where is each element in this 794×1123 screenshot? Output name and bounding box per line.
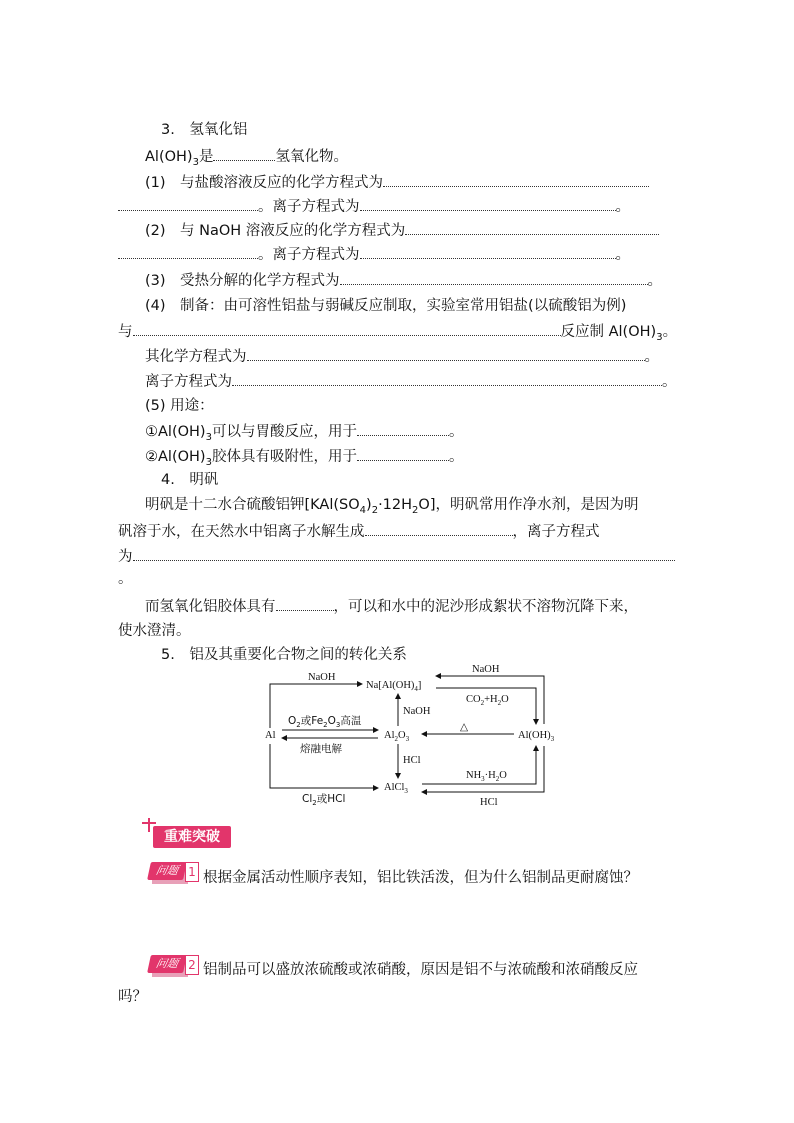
label-heat: △ (460, 722, 469, 733)
ion-equation-line: 离子方程式为 。 (145, 371, 677, 392)
arrow-aloh3-to-alcl3 (422, 746, 544, 792)
aloh3-intro: $Al(OH)_3$是 氢氧化物。 (145, 146, 348, 173)
blank-field[interactable] (357, 421, 449, 436)
blank-field[interactable] (340, 270, 648, 285)
chem-equation-line: 其化学方程式为 。 (145, 346, 659, 367)
question-badge-label: 问题 (147, 955, 187, 973)
blank-field[interactable] (360, 196, 616, 211)
item-4-line-1: (4) 制备：由可溶性铝盐与弱碱反应制取，实验室常用铝盐(以硫酸铝为例) (145, 298, 627, 314)
use-2-line: $②Al(OH)_3$胶体具有吸附性，用于 。 (145, 446, 463, 473)
alum-line-5: 而氢氧化铝胶体具有 ，可以和水中的泥沙形成絮状不溶物沉降下来， (145, 596, 638, 617)
label-hcl-mid: HCl (403, 755, 421, 766)
question-number: 1 (185, 862, 199, 882)
label-cl2-hcl: $Cl_2$或HCl (302, 793, 346, 807)
alum-line-2: 矾溶于水，在天然水中铝离子水解生成 ，离子方程式 (118, 521, 600, 542)
badge-decoration (142, 822, 156, 824)
blank-field[interactable] (360, 244, 616, 259)
badge-decoration (148, 818, 150, 832)
label-naoh-top: NaOH (308, 672, 336, 683)
section-4-title: 4. 明矾 (161, 472, 219, 488)
blank-field[interactable] (276, 596, 334, 611)
question-1-text: 根据金属活动性顺序表知，铝比铁活泼，但为什么铝制品更耐腐蚀？ (203, 870, 638, 886)
label-naoh-right: NaOH (472, 664, 500, 675)
label-co2-h2o: $CO_2+H_2O$ (466, 694, 509, 707)
item-1-line-2: 。离子方程式为 。 (118, 196, 630, 217)
node-aloh3: $Al(OH)_3$ (518, 730, 555, 743)
label-o2-fe2o3: $O_2$或$Fe_2O_3$高温 (288, 715, 362, 729)
label-nh3-h2o: $NH_3\cdot H_2O$ (466, 770, 507, 783)
item-1-line-1: (1) 与盐酸溶液反应的化学方程式为 (145, 172, 649, 193)
blank-field[interactable] (365, 521, 513, 536)
question-2-text: 铝制品可以盛放浓硫酸或浓硝酸，原因是铝不与浓硫酸和浓硝酸反应 (203, 962, 638, 978)
blank-field[interactable] (383, 172, 649, 187)
use-1-line: $①Al(OH)_3$可以与胃酸反应，用于 。 (145, 421, 463, 448)
item-4-line-2: 与 反应制 $Al(OH)_3$。 (118, 321, 677, 348)
node-alcl3: AlCl$_3$ (384, 782, 408, 795)
alum-line-3: 为 (118, 546, 675, 567)
section-3-title: 3. 氢氧化铝 (161, 122, 248, 138)
alum-line-4: 。 (118, 571, 133, 587)
blank-field[interactable] (118, 196, 258, 211)
blank-field[interactable] (405, 220, 659, 235)
blank-field[interactable] (247, 346, 645, 361)
item-5-title: (5) 用途： (145, 398, 214, 414)
blank-field[interactable] (133, 321, 561, 336)
blank-field[interactable] (118, 244, 258, 259)
section-5-title: 5. 铝及其重要化合物之间的转化关系 (161, 647, 407, 663)
node-al2o3: $Al_2O_3$ (384, 730, 410, 743)
blank-field[interactable] (357, 446, 449, 461)
blank-field[interactable] (213, 146, 275, 161)
alum-line-1: 明矾是十二水合硫酸铝钾$[KAl(SO_4)_2\cdot 12H_2O]$，明矾常用作净水剂，是因为明 (145, 497, 639, 516)
label-melt-electrolysis: 熔融电解 (300, 743, 342, 755)
item-2-line-1: (2) 与 NaOH 溶液反应的化学方程式为 (145, 220, 659, 241)
conversion-diagram (262, 662, 562, 812)
node-al: Al (265, 730, 276, 741)
alum-line-6: 使水澄清。 (118, 623, 191, 639)
node-na-complex: $Na[Al(OH)_4]$ (366, 680, 422, 693)
breakthrough-badge: 重难突破 (153, 826, 231, 848)
item-2-line-2: 。离子方程式为 。 (118, 244, 630, 265)
blank-field[interactable] (133, 546, 675, 561)
question-number: 2 (185, 955, 199, 975)
blank-field[interactable] (232, 371, 662, 386)
question-2-text-cont: 吗？ (118, 989, 147, 1005)
label-hcl-bottom: HCl (480, 797, 498, 808)
label-naoh-mid: NaOH (403, 706, 431, 717)
question-badge-label: 问题 (147, 862, 187, 880)
item-3-line: (3) 受热分解的化学方程式为 。 (145, 270, 662, 291)
